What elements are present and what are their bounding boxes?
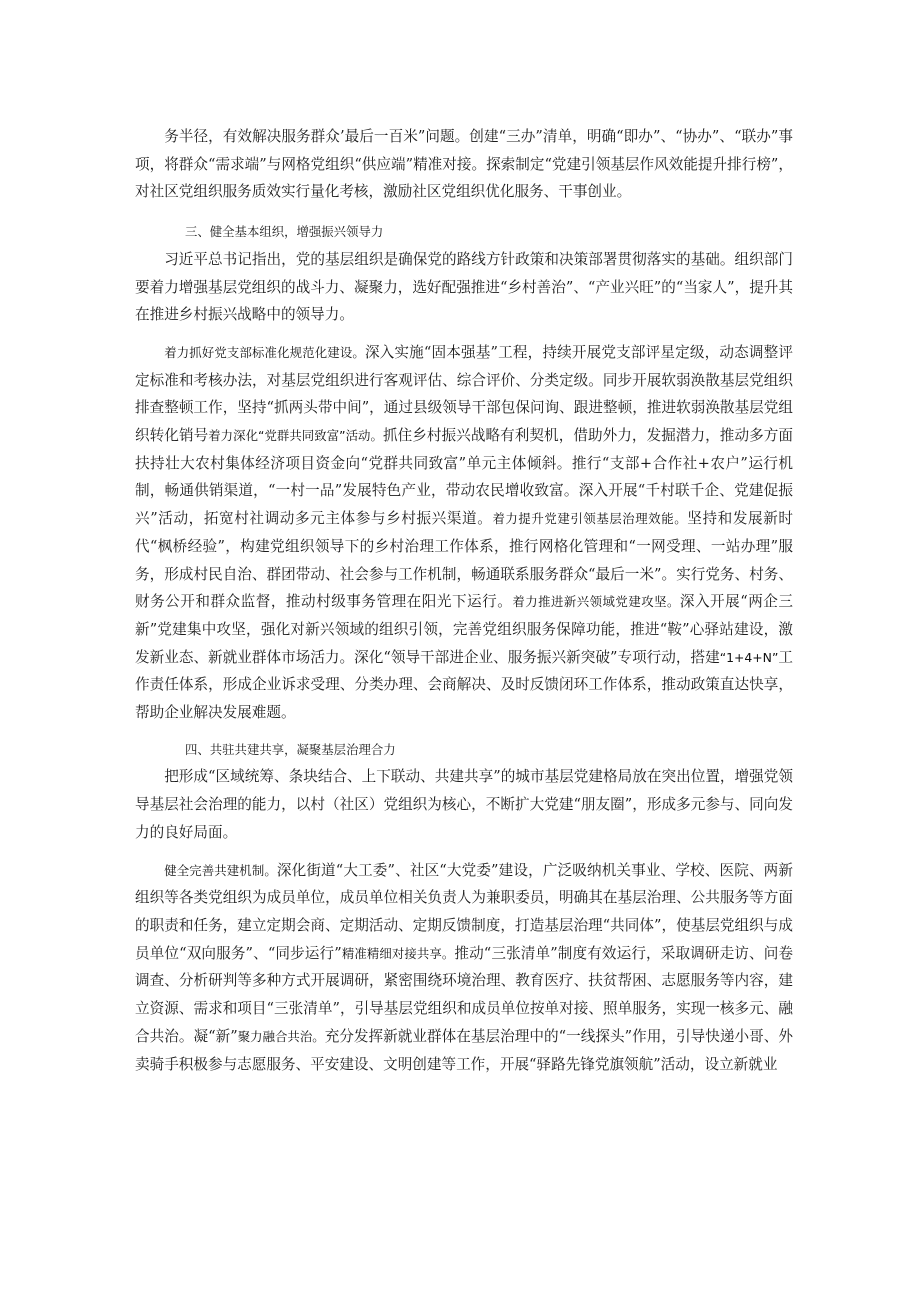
- section-4-text-3: 充分发挥新就业群体在基层治理中的“一线探头”作用，引导快递小哥、外卖骑手积极参与志愿服务、平安建设、文明创建等工作，开展“驿路先锋党旗领航”活动，设立新就业: [135, 1027, 793, 1073]
- section-3-body: [135, 339, 793, 727]
- section-3-text-2: 抓住乡村振兴战略有利契机，借助外力，发掘潜力，推动多方面扶持壮大农村集体经济项目资金向“党群共同致富”单元主体倾斜。推行“支部+合作社+农户”运行机制，畅通供销渠道，“一村一品”发展特色产业，带动农民增收致富。深入开展“千村联千企、党建促振兴”活动，拓宽村社调动多元主体参与乡村振兴渠道。: [135, 427, 793, 528]
- responsibility-system-label: “1+4+N”: [719, 649, 779, 665]
- intro-paragraph: 务半径，有效解决服务群众’最后一百米”问题。创建“三办”清单，明确“即办”、“协办”、“联办”事项，将群众“需求端”与网格党组织“供应端”精准对接。探索制定“党建引领基层作风效能提升排行榜”，对社区党组织服务质效实行量化考核，激励社区党组织优化服务、干事创业。: [135, 128, 793, 201]
- section-4-heading: 四、共驻共建共享，凝聚基层治理合力: [185, 741, 396, 757]
- document-body: [135, 123, 793, 1078]
- section-4-text-2: 推动“三张清单”制度有效运行，采取调研走访、问卷调查、分析研判等多种方式开展调研，紧密围绕环境治理、教育医疗、扶贫帮困、志愿服务等内容，建立资源、需求和项目“三张清单”，引导基层党组织和成员单位按单对接、照单服务，实现一核多元、融合共治。: [135, 944, 793, 1045]
- section-4-lead-3a: 凝“新”: [193, 1027, 238, 1045]
- lead-integrated-governance: 聚力融合共治。: [237, 1028, 325, 1044]
- section-3-heading: 三、健全基本组织，增强振兴领导力: [185, 224, 384, 240]
- lead-precise-docking: 精准精细对接共享。: [341, 945, 455, 961]
- lead-new-fields: 着力推进新兴领域党建攻坚。: [512, 594, 680, 610]
- lead-governance-efficiency: 着力提升党建引领基层治理效能。: [492, 511, 688, 527]
- lead-co-construction-mechanism: 健全完善共建机制。: [164, 862, 277, 878]
- section-4-body: [135, 857, 793, 1079]
- section-3-intro: 习近平总书记指出，党的基层组织是确保党的路线方针政策和决策部署贯彻落实的基础。组织部门要着力增强基层党组织的战斗力、凝聚力，选好配强推进“乡村善治”、“产业兴旺”的“当家人”，提升其在推进乡村振兴战略中的领导力。: [135, 250, 793, 324]
- section-3-text-1: 深入实施“固本强基”工程，持续开展党支部评星定级，动态调整评定标准和考核办法，对基层党组织进行客观评估、综合评价、分类定级。同步开展软弱涣散基层党组织排查整顿工作，坚持“抓两头带中间”，通过县级领导干部包保问询、跟进整顿，推进软弱涣散基层党组织转化销号: [135, 343, 793, 445]
- section-4-intro: 把形成“区域统筹、条块结合、上下联动、共建共享”的城市基层党建格局放在突出位置，增强党领导基层社会治理的能力，以村（社区）党组织为核心，不断扩大党建“朋友圈”，形成多元参与、同向发力的良好局面。: [135, 768, 793, 841]
- lead-party-branch-standardization: 着力抓好党支部标准化规范化建设。: [164, 344, 365, 360]
- lead-common-prosperity: 着力深化“党群共同致富”活动。: [208, 428, 383, 444]
- section-3-text-3: 坚持和发展新时代“枫桥经验”，构建党组织领导下的乡村治理工作体系，推行网格化管理和“一网受理、一站办理”服务，形成村民自治、群团带动、社会参与工作机制，畅通联系服务群众“最后一米”。实行党务、村务、财务公开和群众监督，推动村级事务管理在阳光下运行。: [135, 510, 793, 611]
- section-4-text-1a: 深化街道“大工委”、社区“大党委”建设，广泛吸纳机关事业、学校、医院、两新组织等各类党组织为成员单位，成员单位相关负责人为兼职委员，明确其在基层治理、公共服务等方面的职责和任务，建立定期会商、定期活动、定期反馈制度，打造基层治理“共同体”，使基层党组织与成员单位“双向服务”、“同步运行”: [135, 861, 793, 962]
- section-3-text-4a: 深入开展“两企三新”党建集中攻坚，强化对新兴领域的组织引领，完善党组织服务保障功能，推进“鞍”心驿站建设，激发新业态、新就业群体市场活力。深化“领导干部进企业、服务振兴新突破”专项行动，搭建: [135, 593, 793, 666]
- section-3-text-4b: 工作责任体系，形成企业诉求受理、分类办理、会商解决、及时反馈闭环工作体系，推动政策直达快享，帮助企业解决发展难题。: [135, 648, 793, 722]
